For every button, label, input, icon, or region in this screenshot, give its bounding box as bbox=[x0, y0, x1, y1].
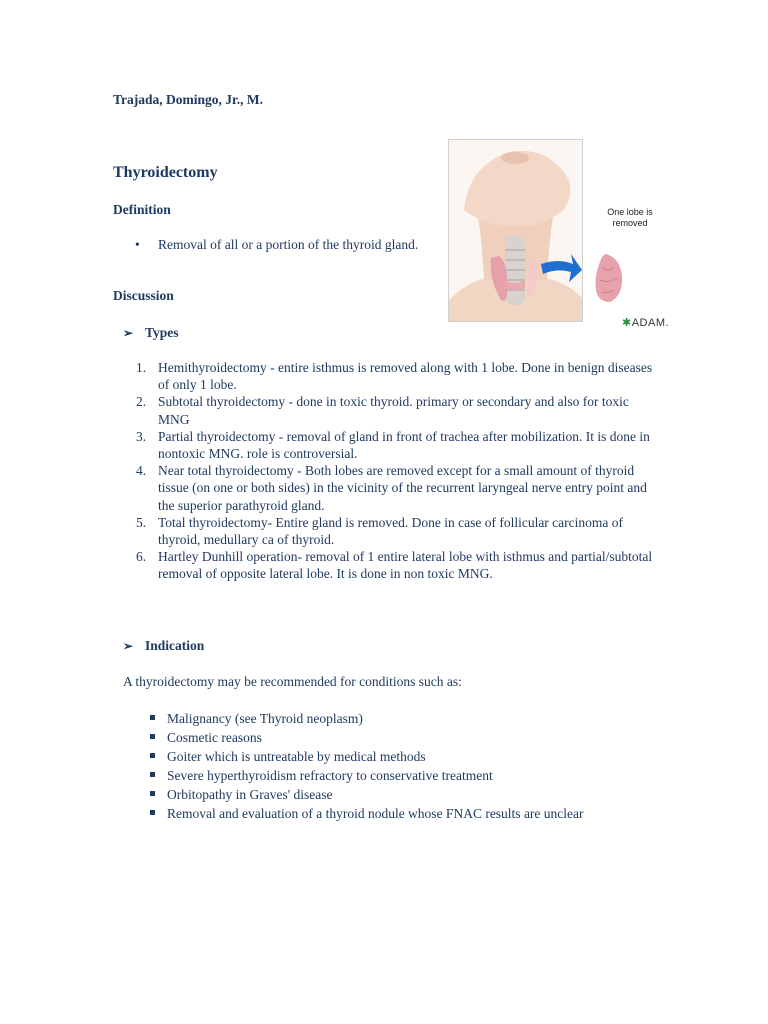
list-item bbox=[148, 785, 668, 804]
document-title: Thyroidectomy bbox=[113, 164, 218, 181]
list-item bbox=[148, 766, 668, 785]
list-item-text: Severe hyperthyroidism refractory to conservative treatment bbox=[167, 768, 493, 783]
indication-heading-label: Indication bbox=[145, 638, 205, 653]
adam-logo-text: ADAM. bbox=[631, 317, 670, 329]
author-name: Trajada, Domingo, Jr., M. bbox=[113, 92, 263, 107]
list-item-text: Subtotal thyroidectomy - done in toxic thyroid. primary or secondary and also for toxic MNG bbox=[158, 394, 629, 427]
square-bullet-icon bbox=[150, 715, 155, 720]
types-list bbox=[136, 359, 656, 583]
list-item bbox=[148, 709, 668, 728]
list-item bbox=[148, 728, 668, 747]
list-item: 5. Total thyroidectomy- Entire gland is removed. Done in case of follicular carcinoma of thyroid, medullary ca of thyroid. bbox=[136, 514, 624, 548]
list-item-text: Cosmetic reasons bbox=[167, 730, 262, 745]
adam-logo bbox=[622, 316, 669, 329]
types-heading-label: Types bbox=[145, 325, 179, 340]
types-heading bbox=[123, 325, 179, 341]
arrow-bullet-icon: ➢ bbox=[123, 639, 134, 653]
neck-anatomy-image bbox=[449, 140, 582, 321]
indication-heading bbox=[123, 638, 204, 654]
bullet-icon: • bbox=[135, 237, 140, 252]
indication-list bbox=[148, 709, 668, 823]
list-item-text: Hemithyroidectomy - entire isthmus is removed along with 1 lobe. Done in benign diseases of only 1 lobe. bbox=[158, 360, 653, 393]
square-bullet-icon bbox=[150, 734, 155, 739]
list-item bbox=[148, 804, 668, 823]
removed-lobe-image bbox=[592, 252, 626, 304]
list-item-text: Goiter which is untreatable by medical methods bbox=[167, 749, 426, 764]
list-item: 3. Partial thyroidectomy - removal of gland in front of trachea after mobilization. It is done in nontoxic MNG. role is controversial. bbox=[136, 428, 650, 462]
list-item-text: Total thyroidectomy- Entire gland is removed. Done in case of follicular carcinoma of thyroid, medullary ca of thyroid. bbox=[158, 514, 624, 548]
list-item-text: Orbitopathy in Graves' disease bbox=[167, 787, 333, 802]
list-item: 1. Hemithyroidectomy - entire isthmus is removed along with 1 lobe. Done in benign diseases of only 1 lobe. bbox=[136, 360, 653, 393]
square-bullet-icon bbox=[150, 791, 155, 796]
list-item: 6. Hartley Dunhill operation- removal of 1 entire lateral lobe with isthmus and partial/subtotal removal of opposite lateral lobe. It is done in non toxic MNG. bbox=[136, 549, 653, 582]
arrow-bullet-icon: ➢ bbox=[123, 326, 134, 340]
thyroid-neck-illustration bbox=[448, 139, 583, 322]
list-item-text: Near total thyroidectomy - Both lobes are removed except for a small amount of thyroid tissue (on one or both sides) in the vicinity of the recurrent laryngeal nerve entry point and the superior parathyroid gland. bbox=[158, 463, 647, 513]
indication-intro: A thyroidectomy may be recommended for conditions such as: bbox=[123, 674, 462, 689]
list-item-text: Malignancy (see Thyroid neoplasm) bbox=[167, 711, 363, 726]
definition-text: Removal of all or a portion of the thyroid gland. bbox=[158, 237, 419, 252]
list-item: 2. Subtotal thyroidectomy - done in toxic thyroid. primary or secondary and also for toxic MNG bbox=[136, 394, 629, 427]
list-item-text: Hartley Dunhill operation- removal of 1 entire lateral lobe with isthmus and partial/subtotal removal of opposite lateral lobe. It is done in non toxic MNG. bbox=[158, 549, 653, 582]
square-bullet-icon bbox=[150, 810, 155, 815]
square-bullet-icon bbox=[150, 753, 155, 758]
adam-star-icon: ✱ bbox=[622, 317, 632, 329]
definition-item bbox=[135, 236, 425, 254]
list-item-text: Removal and evaluation of a thyroid nodule whose FNAC results are unclear bbox=[167, 806, 584, 821]
definition-heading: Definition bbox=[113, 202, 171, 217]
figure-caption: One lobe is removed bbox=[607, 207, 653, 228]
list-item-text: Partial thyroidectomy - removal of gland in front of trachea after mobilization. It is done in nontoxic MNG. role is controversial. bbox=[158, 428, 650, 462]
discussion-heading: Discussion bbox=[113, 288, 174, 303]
list-item: 4. Near total thyroidectomy - Both lobes are removed except for a small amount of thyroid tissue (on one or both sides) in the vicinity of the recurrent laryngeal nerve entry point and the superior parathyroid gland. bbox=[136, 463, 647, 513]
square-bullet-icon bbox=[150, 772, 155, 777]
list-item bbox=[148, 747, 668, 766]
